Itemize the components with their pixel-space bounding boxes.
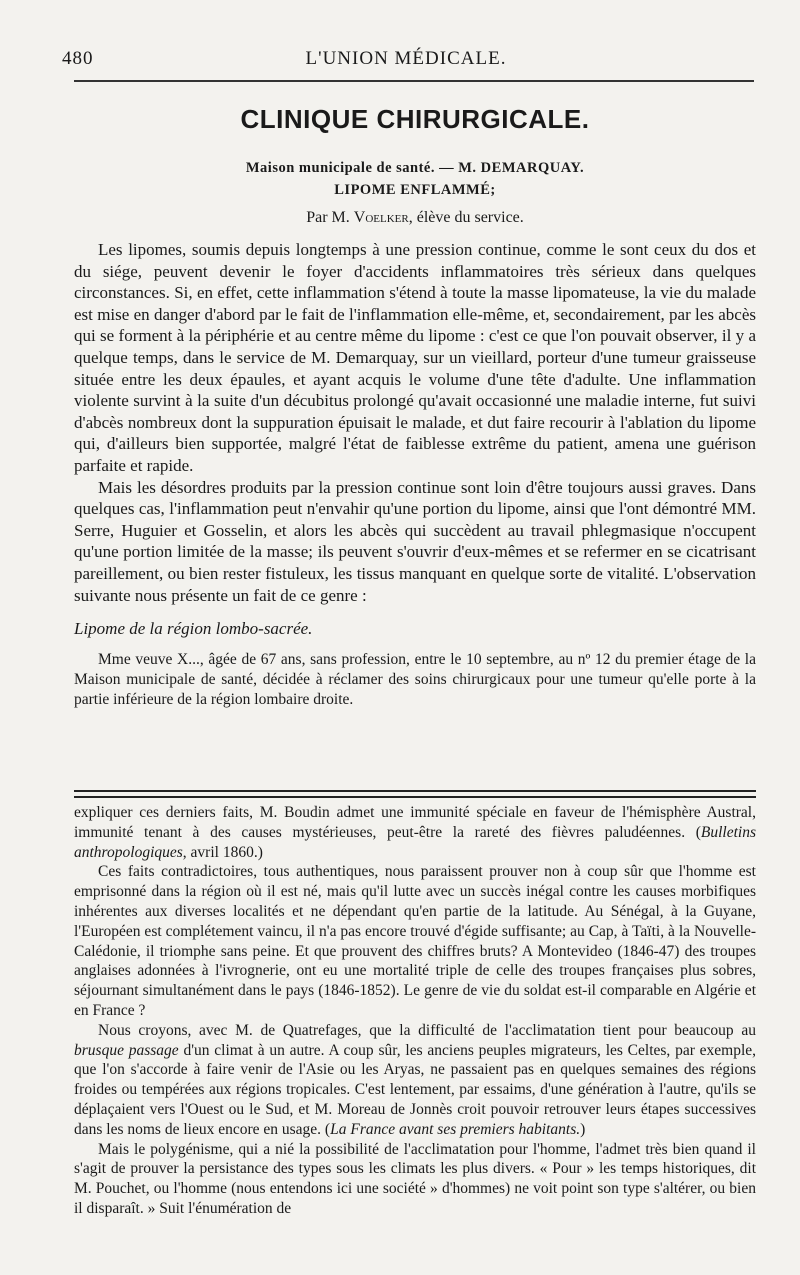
text-span: expliquer ces derniers faits, M. Boudin admet une immunité spéciale en faveur de l'hémisphère Austral, immunité tenant à des causes mystérieuses, peut-être la rareté des fièvres paludéennes. ( [74, 804, 756, 841]
text-span: d'un climat à un autre. A coup sûr, les anciens peuples migrateurs, les Celtes, par exemple, que l'on s'accorde à faire venir de l'Asie ou les Aryas, ne passaient pas en quelques semaines des régions froides ou tempérées aux régions tropicales. C'est lentement, par essaims, d'une génération à l'autre, qu'ils se déplaçaient vers l'Ouest ou le Sud, et M. Moreau de Jonnès croit pouvoir retrouver leurs étapes successives dans les noms de lieux encore en usage. ( [74, 1041, 757, 1138]
header-rule [74, 80, 754, 82]
section-title: CLINIQUE CHIRURGICALE. [240, 104, 590, 134]
feuilleton-paragraph [74, 1021, 756, 1140]
case-title: Lipome de la région lombo-sacrée. [74, 619, 313, 639]
text-span: Nous croyons, avec M. de Quatrefages, que la difficulté de l'acclimatation tient pour beaucoup au [98, 1021, 756, 1039]
feuilleton [74, 803, 756, 1219]
feuilleton-paragraph [74, 803, 756, 862]
case-text: Mme veuve X..., âgée de 67 ans, sans profession, entre le 10 septembre, au nº 12 du premier étage de la Maison municipale de santé, décidée à réclamer des soins chirurgicaux pour une tumeur qu'elle porte à la partie inférieure de la région lombaire droite. [74, 650, 756, 708]
byline [74, 209, 756, 227]
text-span: ) [580, 1120, 586, 1138]
article-paragraph: Mais les désordres produits par la pression continue sont loin d'être toujours aussi graves. Dans quelques cas, l'inflammation peut n'envahir qu'une portion du lipome, ainsi que l'ont démontré MM. Serre, Huguier et Gosselin, et alors les abcès qui succèdent au travail phlegmasique n'occupent qu'une portion limitée de la masse; ils peuvent s'ouvrir d'eux-mêmes et se refermer en se cicatrisant pareillement, ou bien rester fistuleux, les tissus manquant en quelque sorte de vitalité. L'observation suivante nous présente un fait de ce genre : [74, 477, 756, 605]
byline-author: Voelker [353, 209, 409, 226]
citation: La France avant ses premiers habitants. [330, 1120, 581, 1138]
article [74, 96, 756, 710]
feuilleton-paragraph: Ces faits contradictoires, tous authentiques, nous paraissent prouver non à coup sûr que l'homme est emprisonné dans la région où il est né, mais qu'il lutte avec un succès inégal contre les causes morbifiques inhérentes aux diverses localités et ne dépendant qu'en partie de la latitude. Au Sénégal, à la Guyane, l'Européen est complétement vaincu, il n'a pas encore trouvé d'égide suffisante; au Cap, à Taïti, à la Nouvelle-Calédonie, il triomphe sans peine. Et que prouvent des chiffres bruts? A Montevideo (1846-47) des troupes anglaises adonnées à l'ivrognerie, ont eu une mortalité triple de celle des troupes françaises plus sobres, séjournant simultanément dans le pays (1846-1852). Le genre de vie du soldat est-il comparable en Algérie et en France ? [74, 863, 756, 1019]
subject-line: LIPOME ENFLAMMÉ; [334, 182, 496, 198]
emphasis: brusque passage [74, 1041, 179, 1059]
running-head [62, 48, 760, 74]
citation: Bulletins anthropologiques [74, 823, 756, 861]
feuilleton-paragraph: Mais le polygénisme, qui a nié la possibilité de l'acclimatation pour l'homme, l'admet très bien quand il s'agit de prouver la persistance des types sous les climats les plus divers. « Pour » les temps historiques, dit M. Pouchet, ou l'homme (nous entendons ici une société » d'hommes) ne voit point son type s'altérer, ou bien il disparaît. » Suit l'énumération de [74, 1140, 756, 1217]
feuilleton-rule [74, 790, 756, 798]
institution-line: Maison municipale de santé. — M. DEMARQUAY. [245, 160, 585, 176]
journal-title: L'UNION MÉDICALE. [305, 48, 507, 69]
text-span: , avril 1860.) [182, 843, 263, 861]
article-paragraph: Les lipomes, soumis depuis longtemps à une pression continue, comme le sont ceux du dos et du siége, peuvent devenir le foyer d'accidents inflammatoires très sérieux dans quelques circonstances. Si, en effet, cette inflammation s'étend à toute la masse lipomateuse, la vie du malade est mise en danger d'abord par le fait de l'inflammation elle-même, et, secondairement, par les abcès qui se forment à la périphérie et au centre même du lipome : c'est ce que l'on pouvait observer, il y a quelque temps, dans le service de M. Demarquay, sur un vieillard, porteur d'une tumeur graisseuse située entre les deux épaules, et ayant acquis le volume d'une tête d'adulte. Une inflammation violente survint à la suite d'un décubitus prolongé qu'avait occasionné une maladie interne, fut suivi d'abcès nombreux dont la suppuration épuisait le malade, et dut faire recourir à l'ablation du lipome qui, d'ailleurs bien supportée, malgré l'état de faiblesse extrême du patient, amena une guérison parfaite et rapide. [74, 240, 756, 475]
byline-suffix: , élève du service. [408, 209, 524, 226]
page-number: 480 [62, 48, 94, 69]
byline-prefix: Par M. [306, 209, 354, 226]
